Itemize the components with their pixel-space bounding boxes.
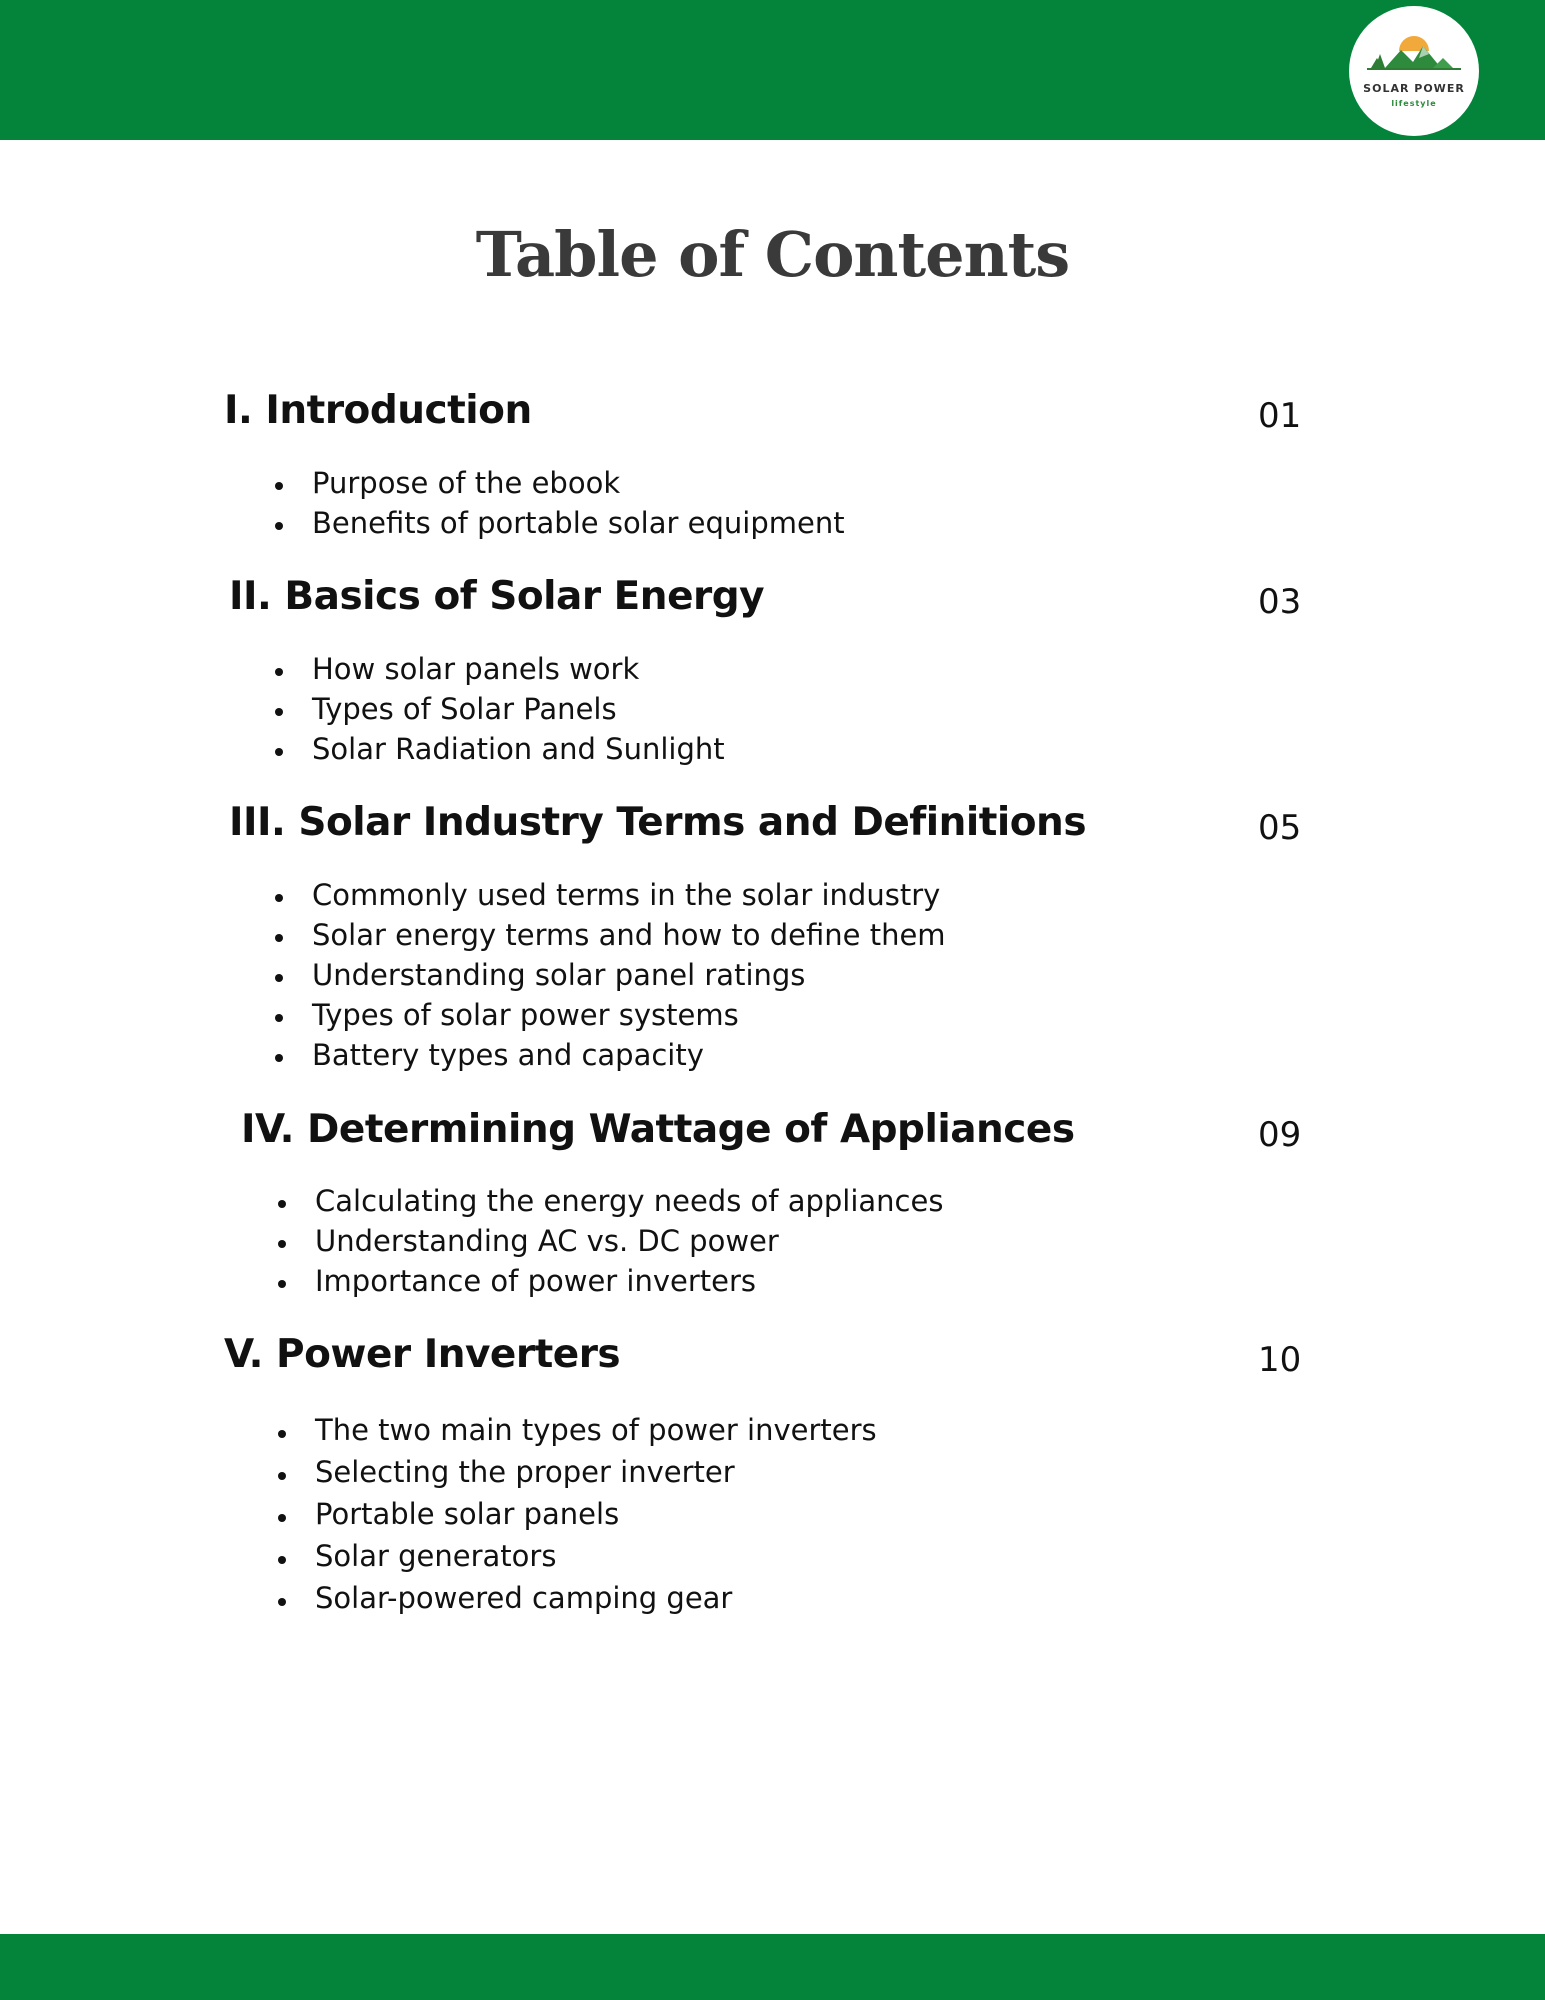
list-item: Benefits of portable solar equipment <box>312 506 845 546</box>
list-item: Understanding AC vs. DC power <box>315 1224 943 1264</box>
list-item: Portable solar panels <box>315 1497 877 1539</box>
list-item: Types of Solar Panels <box>312 692 725 732</box>
list-item: Battery types and capacity <box>312 1038 946 1078</box>
sun-mountain-icon <box>1349 6 1479 136</box>
section-title: II. Basics of Solar Energy <box>229 574 765 619</box>
list-item: How solar panels work <box>312 652 725 692</box>
section-items <box>315 1184 943 1304</box>
section-items <box>312 878 946 1078</box>
list-item: Solar Radiation and Sunlight <box>312 732 725 772</box>
section-page-number: 01 <box>1258 396 1302 436</box>
list-item: Selecting the proper inverter <box>315 1455 877 1497</box>
header-band <box>0 0 1545 140</box>
logo-subtitle: lifestyle <box>1391 99 1437 108</box>
list-item: Types of solar power systems <box>312 998 946 1038</box>
section-title: IV. Determining Wattage of Appliances <box>241 1107 1075 1152</box>
page-title: Table of Contents <box>475 218 1070 291</box>
section-page-number: 10 <box>1258 1340 1302 1380</box>
section-items <box>315 1413 877 1623</box>
brand-logo <box>1349 6 1479 136</box>
section-page-number: 05 <box>1258 808 1302 848</box>
list-item: Solar-powered camping gear <box>315 1581 877 1623</box>
section-page-number: 09 <box>1258 1115 1302 1155</box>
list-item: The two main types of power inverters <box>315 1413 877 1455</box>
section-title: I. Introduction <box>224 388 532 433</box>
section-items <box>312 466 845 546</box>
list-item: Solar energy terms and how to define them <box>312 918 946 958</box>
list-item: Calculating the energy needs of appliances <box>315 1184 943 1224</box>
list-item: Importance of power inverters <box>315 1264 943 1304</box>
section-items <box>312 652 725 772</box>
list-item: Solar generators <box>315 1539 877 1581</box>
list-item: Purpose of the ebook <box>312 466 845 506</box>
list-item: Understanding solar panel ratings <box>312 958 946 998</box>
logo-title: SOLAR POWER <box>1363 82 1465 95</box>
list-item: Commonly used terms in the solar industry <box>312 878 946 918</box>
footer-band <box>0 1934 1545 2000</box>
section-title: V. Power Inverters <box>224 1332 621 1377</box>
section-title: III. Solar Industry Terms and Definitions <box>229 800 1087 845</box>
section-page-number: 03 <box>1258 582 1302 622</box>
